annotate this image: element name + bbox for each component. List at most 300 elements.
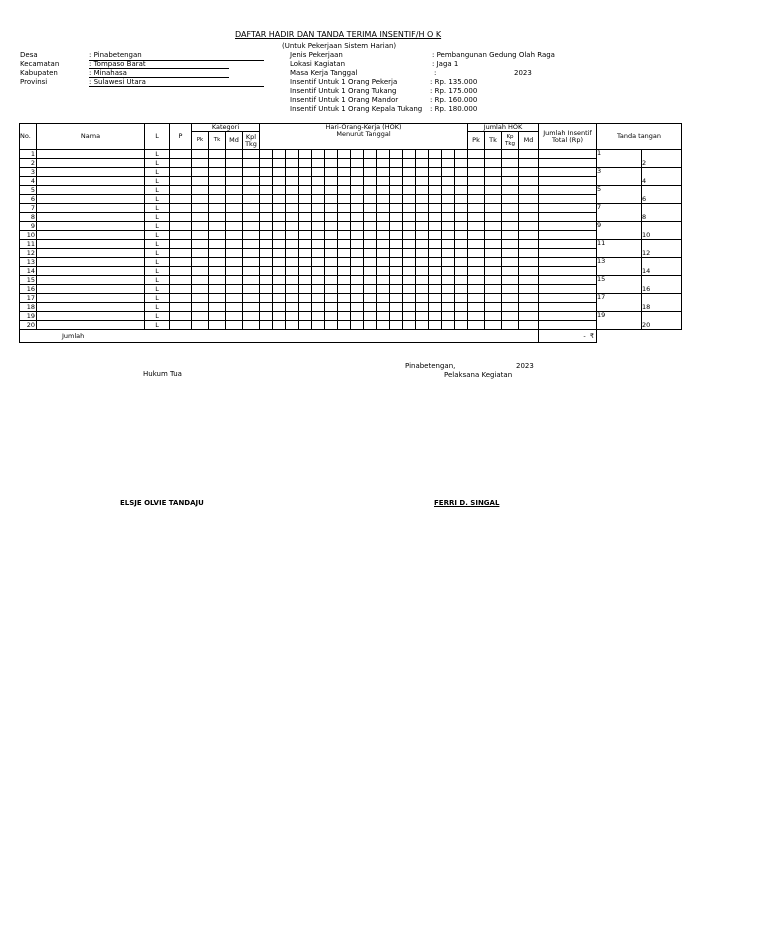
row-hok-cell bbox=[325, 303, 338, 312]
row-nama bbox=[37, 195, 145, 204]
row-jumlah-hok-cell bbox=[468, 231, 485, 240]
row-jumlah-hok-cell bbox=[468, 150, 485, 159]
header-jumlah-insentif: Jumlah Insentif Total (Rp) bbox=[539, 124, 597, 150]
row-hok-cell bbox=[442, 213, 455, 222]
row-hok-cell bbox=[338, 276, 351, 285]
row-number: 7 bbox=[20, 204, 37, 213]
row-jumlah-hok-cell bbox=[502, 276, 519, 285]
row-signature-even: 12 bbox=[642, 240, 682, 258]
row-jumlah-hok-cell bbox=[468, 285, 485, 294]
row-kategori-cell bbox=[209, 195, 226, 204]
row-kategori-cell bbox=[243, 258, 260, 267]
row-hok-cell bbox=[338, 150, 351, 159]
header-no: No. bbox=[20, 124, 37, 150]
row-hok-cell bbox=[390, 321, 403, 330]
row-gender-p bbox=[170, 258, 192, 267]
row-jumlah-insentif bbox=[539, 303, 597, 312]
row-hok-cell bbox=[403, 267, 416, 276]
row-gender-p bbox=[170, 285, 192, 294]
row-kategori-cell bbox=[243, 312, 260, 321]
row-hok-cell bbox=[429, 222, 442, 231]
row-hok-cell bbox=[299, 150, 312, 159]
row-hok-cell bbox=[338, 303, 351, 312]
info-label-masa-kerja: Masa Kerja Tanggal bbox=[290, 69, 358, 77]
row-gender-l: L bbox=[145, 204, 170, 213]
row-hok-cell bbox=[338, 204, 351, 213]
row-gender-p bbox=[170, 312, 192, 321]
row-hok-cell bbox=[455, 222, 468, 231]
row-hok-cell bbox=[351, 177, 364, 186]
row-nama bbox=[37, 276, 145, 285]
info-value-insentif-kepala-tukang: : Rp. 180.000 bbox=[430, 105, 478, 113]
row-gender-l: L bbox=[145, 195, 170, 204]
row-gender-l: L bbox=[145, 222, 170, 231]
row-hok-cell bbox=[403, 168, 416, 177]
row-gender-l: L bbox=[145, 240, 170, 249]
row-jumlah-insentif bbox=[539, 177, 597, 186]
row-nama bbox=[37, 150, 145, 159]
row-hok-cell bbox=[351, 231, 364, 240]
row-nama bbox=[37, 159, 145, 168]
row-hok-cell bbox=[260, 195, 273, 204]
row-hok-cell bbox=[325, 186, 338, 195]
row-hok-cell bbox=[312, 294, 325, 303]
row-hok-cell bbox=[377, 267, 390, 276]
row-hok-cell bbox=[390, 240, 403, 249]
row-hok-cell bbox=[364, 231, 377, 240]
row-jumlah-hok-cell bbox=[519, 204, 539, 213]
row-hok-cell bbox=[455, 150, 468, 159]
row-number: 11 bbox=[20, 240, 37, 249]
row-hok-cell bbox=[364, 213, 377, 222]
row-hok-cell bbox=[442, 159, 455, 168]
table-row bbox=[20, 222, 682, 231]
row-signature-even: 4 bbox=[642, 168, 682, 186]
row-kategori-cell bbox=[226, 276, 243, 285]
row-jumlah-hok-cell bbox=[468, 321, 485, 330]
row-kategori-cell bbox=[226, 204, 243, 213]
row-jumlah-hok-cell bbox=[485, 195, 502, 204]
row-hok-cell bbox=[338, 321, 351, 330]
row-jumlah-hok-cell bbox=[519, 249, 539, 258]
row-jumlah-hok-cell bbox=[485, 177, 502, 186]
row-jumlah-hok-cell bbox=[485, 168, 502, 177]
row-nama bbox=[37, 240, 145, 249]
row-kategori-cell bbox=[209, 294, 226, 303]
row-hok-cell bbox=[429, 312, 442, 321]
row-jumlah-hok-cell bbox=[485, 303, 502, 312]
row-signature-odd: 17 bbox=[597, 294, 642, 312]
row-jumlah-hok-cell bbox=[468, 240, 485, 249]
row-hok-cell bbox=[312, 159, 325, 168]
row-jumlah-hok-cell bbox=[502, 231, 519, 240]
row-kategori-cell bbox=[226, 321, 243, 330]
row-hok-cell bbox=[273, 213, 286, 222]
row-gender-p bbox=[170, 186, 192, 195]
row-jumlah-hok-cell bbox=[502, 321, 519, 330]
row-hok-cell bbox=[442, 276, 455, 285]
row-jumlah-hok-cell bbox=[485, 231, 502, 240]
row-hok-cell bbox=[455, 168, 468, 177]
row-kategori-cell bbox=[243, 177, 260, 186]
row-jumlah-hok-cell bbox=[502, 222, 519, 231]
row-jumlah-insentif bbox=[539, 276, 597, 285]
row-kategori-cell bbox=[226, 267, 243, 276]
row-hok-cell bbox=[338, 177, 351, 186]
row-hok-cell bbox=[338, 240, 351, 249]
row-hok-cell bbox=[273, 159, 286, 168]
row-hok-cell bbox=[416, 177, 429, 186]
row-hok-cell bbox=[273, 267, 286, 276]
row-hok-cell bbox=[312, 177, 325, 186]
row-hok-cell bbox=[364, 177, 377, 186]
row-hok-cell bbox=[416, 294, 429, 303]
row-hok-cell bbox=[377, 222, 390, 231]
row-hok-cell bbox=[351, 213, 364, 222]
row-hok-cell bbox=[299, 186, 312, 195]
row-hok-cell bbox=[299, 231, 312, 240]
row-gender-l: L bbox=[145, 321, 170, 330]
row-hok-cell bbox=[351, 204, 364, 213]
row-hok-cell bbox=[429, 177, 442, 186]
row-gender-p bbox=[170, 276, 192, 285]
row-number: 19 bbox=[20, 312, 37, 321]
row-hok-cell bbox=[286, 186, 299, 195]
row-kategori-cell bbox=[243, 186, 260, 195]
row-hok-cell bbox=[299, 249, 312, 258]
row-hok-cell bbox=[416, 186, 429, 195]
row-hok-cell bbox=[442, 321, 455, 330]
row-jumlah-hok-cell bbox=[502, 186, 519, 195]
row-jumlah-hok-cell bbox=[485, 249, 502, 258]
row-jumlah-hok-cell bbox=[519, 213, 539, 222]
row-hok-cell bbox=[455, 267, 468, 276]
table-row bbox=[20, 249, 682, 258]
row-hok-cell bbox=[351, 249, 364, 258]
row-hok-cell bbox=[390, 249, 403, 258]
row-hok-cell bbox=[312, 195, 325, 204]
right-signatory-name: FERRI D. SINGAL bbox=[434, 499, 500, 507]
row-nama bbox=[37, 168, 145, 177]
row-kategori-cell bbox=[209, 177, 226, 186]
row-nama bbox=[37, 231, 145, 240]
row-kategori-cell bbox=[192, 231, 209, 240]
row-nama bbox=[37, 204, 145, 213]
row-jumlah-hok-cell bbox=[468, 294, 485, 303]
table-row bbox=[20, 231, 682, 240]
row-kategori-cell bbox=[243, 213, 260, 222]
row-hok-cell bbox=[416, 231, 429, 240]
row-number: 6 bbox=[20, 195, 37, 204]
row-hok-cell bbox=[455, 285, 468, 294]
row-hok-cell bbox=[286, 258, 299, 267]
row-hok-cell bbox=[364, 222, 377, 231]
table-row bbox=[20, 159, 682, 168]
info-value-insentif-tukang: : Rp. 175.000 bbox=[430, 87, 478, 95]
row-jumlah-hok-cell bbox=[485, 222, 502, 231]
attendance-table bbox=[19, 123, 682, 343]
row-hok-cell bbox=[325, 321, 338, 330]
row-kategori-cell bbox=[209, 303, 226, 312]
row-kategori-cell bbox=[209, 312, 226, 321]
row-kategori-cell bbox=[192, 249, 209, 258]
row-hok-cell bbox=[312, 240, 325, 249]
row-jumlah-hok-cell bbox=[519, 231, 539, 240]
row-kategori-cell bbox=[209, 267, 226, 276]
row-hok-cell bbox=[442, 267, 455, 276]
row-hok-cell bbox=[364, 195, 377, 204]
row-kategori-cell bbox=[243, 303, 260, 312]
table-row bbox=[20, 195, 682, 204]
row-hok-cell bbox=[377, 294, 390, 303]
row-gender-p bbox=[170, 177, 192, 186]
row-hok-cell bbox=[442, 312, 455, 321]
row-jumlah-insentif bbox=[539, 267, 597, 276]
row-hok-cell bbox=[260, 177, 273, 186]
row-hok-cell bbox=[312, 249, 325, 258]
row-hok-cell bbox=[416, 249, 429, 258]
row-jumlah-hok-cell bbox=[468, 258, 485, 267]
row-kategori-cell bbox=[226, 213, 243, 222]
row-jumlah-hok-cell bbox=[468, 168, 485, 177]
row-jumlah-insentif bbox=[539, 150, 597, 159]
row-jumlah-hok-cell bbox=[519, 258, 539, 267]
row-hok-cell bbox=[403, 249, 416, 258]
table-row bbox=[20, 213, 682, 222]
row-kategori-cell bbox=[226, 186, 243, 195]
row-jumlah-hok-cell bbox=[519, 159, 539, 168]
row-jumlah-hok-cell bbox=[485, 159, 502, 168]
row-jumlah-hok-cell bbox=[519, 285, 539, 294]
row-hok-cell bbox=[377, 240, 390, 249]
row-jumlah-hok-cell bbox=[519, 177, 539, 186]
row-hok-cell bbox=[403, 231, 416, 240]
header-jh-tk: Tk bbox=[485, 132, 502, 150]
row-hok-cell bbox=[260, 276, 273, 285]
row-hok-cell bbox=[325, 240, 338, 249]
row-hok-cell bbox=[260, 168, 273, 177]
row-hok-cell bbox=[312, 222, 325, 231]
table-row bbox=[20, 294, 682, 303]
row-jumlah-hok-cell bbox=[468, 177, 485, 186]
row-hok-cell bbox=[429, 303, 442, 312]
row-hok-cell bbox=[325, 285, 338, 294]
row-jumlah-hok-cell bbox=[502, 303, 519, 312]
row-nama bbox=[37, 303, 145, 312]
row-hok-cell bbox=[299, 303, 312, 312]
row-hok-cell bbox=[455, 159, 468, 168]
row-hok-cell bbox=[416, 267, 429, 276]
row-hok-cell bbox=[364, 204, 377, 213]
row-hok-cell bbox=[364, 186, 377, 195]
row-jumlah-hok-cell bbox=[485, 321, 502, 330]
row-hok-cell bbox=[403, 186, 416, 195]
row-hok-cell bbox=[260, 240, 273, 249]
row-signature-even: 20 bbox=[642, 312, 682, 330]
row-gender-l: L bbox=[145, 177, 170, 186]
row-hok-cell bbox=[364, 249, 377, 258]
row-hok-cell bbox=[286, 294, 299, 303]
info-label-kabupaten: Kabupaten bbox=[20, 69, 58, 77]
row-hok-cell bbox=[442, 249, 455, 258]
row-hok-cell bbox=[442, 294, 455, 303]
row-kategori-cell bbox=[243, 204, 260, 213]
row-hok-cell bbox=[299, 258, 312, 267]
row-hok-cell bbox=[364, 168, 377, 177]
row-jumlah-hok-cell bbox=[519, 303, 539, 312]
row-hok-cell bbox=[299, 168, 312, 177]
row-gender-p bbox=[170, 204, 192, 213]
row-jumlah-insentif bbox=[539, 258, 597, 267]
row-hok-cell bbox=[351, 276, 364, 285]
row-hok-cell bbox=[429, 213, 442, 222]
row-hok-cell bbox=[390, 294, 403, 303]
row-hok-cell bbox=[273, 231, 286, 240]
row-hok-cell bbox=[442, 231, 455, 240]
row-jumlah-insentif bbox=[539, 285, 597, 294]
row-hok-cell bbox=[273, 150, 286, 159]
row-hok-cell bbox=[325, 168, 338, 177]
header-jh-pk: Pk bbox=[468, 132, 485, 150]
row-hok-cell bbox=[299, 294, 312, 303]
row-kategori-cell bbox=[192, 285, 209, 294]
row-hok-cell bbox=[377, 258, 390, 267]
row-hok-cell bbox=[442, 195, 455, 204]
document-title: DAFTAR HADIR DAN TANDA TERIMA INSENTIF/H O K bbox=[235, 30, 442, 39]
row-gender-l: L bbox=[145, 276, 170, 285]
row-jumlah-insentif bbox=[539, 186, 597, 195]
row-hok-cell bbox=[260, 258, 273, 267]
row-hok-cell bbox=[312, 267, 325, 276]
row-hok-cell bbox=[312, 213, 325, 222]
row-hok-cell bbox=[390, 186, 403, 195]
row-hok-cell bbox=[416, 222, 429, 231]
table-row bbox=[20, 204, 682, 213]
header-tanda-tangan: Tanda tangan bbox=[597, 124, 682, 150]
row-hok-cell bbox=[325, 213, 338, 222]
row-hok-cell bbox=[429, 285, 442, 294]
info-label-insentif-pekerja: Insentif Untuk 1 Orang Pekerja bbox=[290, 78, 398, 86]
row-hok-cell bbox=[325, 249, 338, 258]
row-hok-cell bbox=[403, 285, 416, 294]
row-hok-cell bbox=[455, 258, 468, 267]
row-hok-cell bbox=[299, 204, 312, 213]
row-hok-cell bbox=[286, 276, 299, 285]
row-signature-even: 16 bbox=[642, 276, 682, 294]
row-hok-cell bbox=[338, 168, 351, 177]
row-hok-cell bbox=[286, 177, 299, 186]
row-kategori-cell bbox=[192, 150, 209, 159]
row-hok-cell bbox=[338, 312, 351, 321]
row-kategori-cell bbox=[192, 186, 209, 195]
row-hok-cell bbox=[273, 321, 286, 330]
row-hok-cell bbox=[377, 285, 390, 294]
row-kategori-cell bbox=[226, 195, 243, 204]
row-hok-cell bbox=[429, 186, 442, 195]
right-role: Pelaksana Kegiatan bbox=[444, 371, 513, 379]
row-jumlah-hok-cell bbox=[485, 213, 502, 222]
row-gender-l: L bbox=[145, 312, 170, 321]
row-hok-cell bbox=[325, 204, 338, 213]
row-hok-cell bbox=[273, 168, 286, 177]
header-jumlah-hok: Jumlah HOK bbox=[468, 124, 539, 132]
row-hok-cell bbox=[455, 231, 468, 240]
row-hok-cell bbox=[364, 267, 377, 276]
row-hok-cell bbox=[351, 321, 364, 330]
table-row bbox=[20, 303, 682, 312]
row-hok-cell bbox=[390, 267, 403, 276]
row-jumlah-hok-cell bbox=[519, 294, 539, 303]
row-number: 4 bbox=[20, 177, 37, 186]
row-hok-cell bbox=[390, 177, 403, 186]
row-jumlah-hok-cell bbox=[485, 258, 502, 267]
row-kategori-cell bbox=[209, 258, 226, 267]
row-hok-cell bbox=[416, 258, 429, 267]
row-hok-cell bbox=[312, 231, 325, 240]
row-hok-cell bbox=[325, 177, 338, 186]
row-hok-cell bbox=[377, 249, 390, 258]
row-hok-cell bbox=[260, 159, 273, 168]
row-hok-cell bbox=[455, 312, 468, 321]
header-hok bbox=[260, 124, 468, 150]
row-hok-cell bbox=[364, 294, 377, 303]
row-hok-cell bbox=[338, 249, 351, 258]
row-kategori-cell bbox=[226, 249, 243, 258]
row-gender-l: L bbox=[145, 213, 170, 222]
row-hok-cell bbox=[390, 195, 403, 204]
row-signature-even: 6 bbox=[642, 186, 682, 204]
row-kategori-cell bbox=[192, 177, 209, 186]
row-hok-cell bbox=[260, 222, 273, 231]
row-kategori-cell bbox=[192, 168, 209, 177]
row-kategori-cell bbox=[226, 231, 243, 240]
row-hok-cell bbox=[273, 276, 286, 285]
row-gender-l: L bbox=[145, 186, 170, 195]
row-jumlah-hok-cell bbox=[485, 285, 502, 294]
row-hok-cell bbox=[416, 159, 429, 168]
row-number: 17 bbox=[20, 294, 37, 303]
row-gender-l: L bbox=[145, 258, 170, 267]
row-hok-cell bbox=[312, 321, 325, 330]
row-hok-cell bbox=[299, 276, 312, 285]
row-hok-cell bbox=[286, 213, 299, 222]
row-hok-cell bbox=[403, 159, 416, 168]
row-hok-cell bbox=[455, 303, 468, 312]
row-hok-cell bbox=[351, 240, 364, 249]
header-l: L bbox=[145, 124, 170, 150]
row-hok-cell bbox=[286, 321, 299, 330]
row-hok-cell bbox=[273, 186, 286, 195]
row-hok-cell bbox=[273, 258, 286, 267]
row-jumlah-insentif bbox=[539, 240, 597, 249]
underline bbox=[89, 86, 264, 87]
row-gender-l: L bbox=[145, 285, 170, 294]
info-label-kecamatan: Kecamatan bbox=[20, 60, 60, 68]
row-hok-cell bbox=[442, 168, 455, 177]
row-gender-p bbox=[170, 195, 192, 204]
row-hok-cell bbox=[416, 204, 429, 213]
info-label-lokasi: Lokasi Kagiatan bbox=[290, 60, 346, 68]
row-hok-cell bbox=[390, 231, 403, 240]
row-jumlah-hok-cell bbox=[502, 285, 519, 294]
document-subtitle: (Untuk Pekerjaan Sistem Harian) bbox=[282, 42, 397, 50]
row-signature-even: 8 bbox=[642, 204, 682, 222]
row-hok-cell bbox=[260, 285, 273, 294]
row-hok-cell bbox=[338, 267, 351, 276]
table-row bbox=[20, 312, 682, 321]
row-hok-cell bbox=[390, 258, 403, 267]
row-hok-cell bbox=[377, 303, 390, 312]
